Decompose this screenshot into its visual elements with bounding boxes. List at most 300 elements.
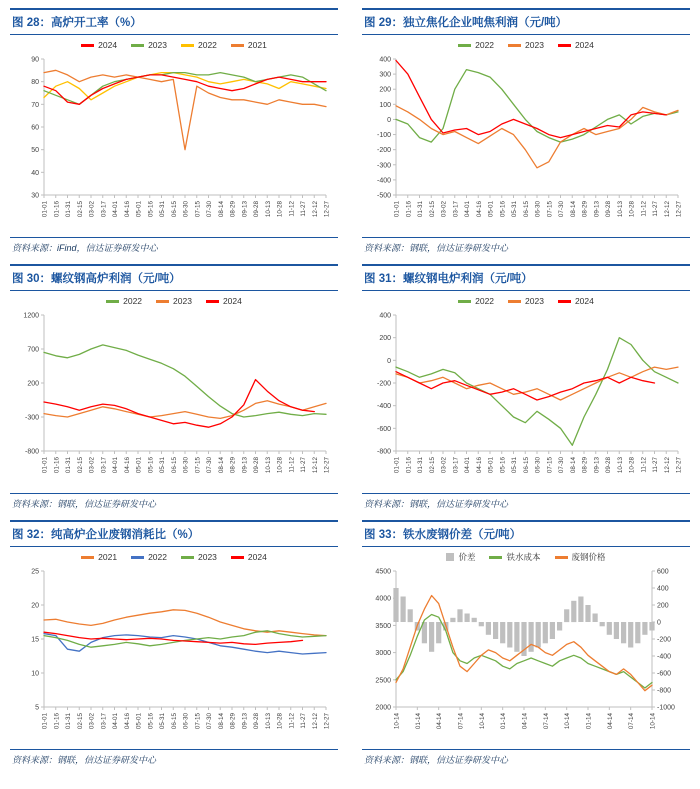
x-tick-label: 06-15 [522, 457, 530, 474]
x-tick-label: 04-16 [123, 713, 131, 730]
x-tick-label: 05-16 [499, 201, 507, 218]
x-tick-label: 04-16 [123, 457, 131, 474]
y-tick-label: -400 [376, 403, 391, 411]
x-tick-label: 01-16 [53, 713, 61, 730]
y2-tick-label: 0 [657, 619, 661, 627]
series-2022 [396, 338, 678, 446]
bar-价差 [529, 622, 534, 652]
y-tick-label: 50 [31, 147, 39, 155]
legend-label: 2022 [475, 40, 495, 50]
x-tick-label: 04-14 [436, 713, 444, 730]
x-tick-label: 08-29 [229, 201, 237, 218]
legend-item [489, 551, 540, 563]
x-tick-label: 06-15 [170, 713, 178, 730]
x-tick-label: 10-13 [264, 713, 272, 730]
bar-价差 [450, 618, 455, 622]
x-tick-label: 04-01 [112, 457, 119, 474]
x-tick-label: 06-15 [522, 201, 530, 218]
legend-item [231, 552, 267, 562]
x-tick-label: 05-16 [147, 201, 155, 218]
x-tick-label: 10-13 [616, 457, 624, 474]
y-tick-label: 40 [31, 169, 39, 177]
x-tick-label: 10-14 [478, 713, 486, 730]
x-tick-label: 05-16 [147, 457, 155, 474]
x-tick-label: 10-28 [276, 457, 284, 474]
bar-价差 [507, 622, 512, 648]
legend-item [206, 296, 242, 306]
x-tick-label: 10-28 [628, 457, 636, 474]
legend-label: 2023 [525, 296, 544, 306]
x-tick-label: 11-27 [300, 457, 307, 473]
x-tick-label: 12-12 [311, 201, 319, 218]
bar-价差 [543, 622, 548, 643]
figure-source: 资料来源：iFind，信达证券研发中心 [10, 237, 338, 254]
legend-item [131, 40, 167, 50]
chart-scrap-consumption-ratio [10, 547, 338, 749]
x-tick-label: 04-01 [464, 457, 471, 474]
y-tick-label: 90 [31, 56, 39, 64]
y2-tick-label: -400 [657, 653, 672, 661]
x-tick-label: 06-30 [182, 713, 190, 730]
chart-rebar-eaf-profit [362, 291, 690, 493]
legend-label: 2023 [198, 552, 217, 562]
x-tick-label: 07-30 [206, 713, 213, 730]
chart-legend [10, 37, 338, 53]
legend-label: 2022 [198, 40, 217, 50]
y-tick-label: 200 [379, 86, 391, 94]
x-tick-label: 04-14 [521, 713, 529, 730]
figure-source: 资料来源：钢联，信达证券研发中心 [362, 237, 690, 254]
legend-label: 2023 [148, 40, 167, 50]
x-tick-label: 11-12 [288, 713, 296, 729]
x-tick-label: 11-27 [652, 201, 659, 217]
x-tick-label: 11-27 [652, 457, 659, 473]
figure-30 [10, 264, 338, 510]
legend-swatch [555, 556, 568, 559]
y2-tick-label: -200 [657, 636, 672, 644]
legend-swatch [181, 556, 194, 559]
x-tick-label: 11-12 [288, 457, 296, 473]
x-tick-label: 04-16 [475, 201, 483, 218]
legend-swatch [81, 44, 94, 47]
chart-svg [10, 53, 338, 237]
bar-价差 [571, 601, 576, 622]
chart-coking-profit [362, 35, 690, 237]
bar-价差 [401, 597, 406, 623]
x-tick-label: 10-28 [276, 713, 284, 730]
y-tick-label: 15 [31, 636, 39, 644]
x-tick-label: 03-02 [440, 457, 448, 474]
y-tick-label: 25 [31, 568, 39, 576]
x-tick-label: 04-01 [112, 201, 119, 218]
x-tick-label: 03-17 [100, 713, 108, 730]
x-tick-label: 09-28 [253, 201, 260, 218]
legend-swatch [231, 44, 244, 47]
legend-swatch [181, 44, 194, 47]
x-tick-label: 01-31 [417, 457, 424, 474]
bar-价差 [465, 614, 470, 623]
x-tick-label: 10-13 [264, 201, 272, 218]
legend-swatch [446, 553, 454, 561]
y2-tick-label: -800 [657, 687, 672, 695]
legend-swatch [106, 300, 119, 303]
chart-svg [362, 309, 690, 493]
x-tick-label: 01-01 [41, 457, 49, 474]
bar-价差 [500, 622, 505, 643]
x-tick-label: 08-14 [569, 201, 577, 218]
series-2023 [396, 106, 678, 168]
x-tick-label: 02-15 [76, 201, 84, 218]
x-tick-label: 05-01 [135, 201, 143, 218]
y-tick-label: 200 [379, 335, 391, 343]
y-tick-label: 30 [31, 192, 39, 200]
x-tick-label: 07-14 [542, 713, 550, 730]
x-tick-label: 01-16 [405, 201, 413, 218]
legend-label: 2024 [574, 40, 594, 50]
y-tick-label: -800 [24, 448, 39, 456]
x-tick-label: 12-12 [311, 713, 319, 730]
x-tick-label: 10-13 [264, 457, 272, 474]
x-tick-label: 07-15 [194, 201, 202, 218]
x-tick-label: 01-01 [393, 201, 401, 218]
x-tick-label: 12-12 [663, 457, 671, 474]
legend-item [558, 296, 594, 306]
figure-title: 图 29：独立焦化企业吨焦利润（元/吨） [362, 8, 690, 35]
y-tick-label: -300 [376, 162, 391, 170]
bar-价差 [621, 622, 626, 643]
figure-title: 图 31：螺纹钢电炉利润（元/吨） [362, 264, 690, 291]
x-tick-label: 09-28 [605, 201, 612, 218]
bar-价差 [429, 622, 434, 652]
y-tick-label: 100 [379, 101, 391, 109]
bar-价差 [649, 622, 654, 631]
x-tick-label: 07-15 [194, 457, 202, 474]
legend-item [508, 296, 544, 306]
figure-title: 图 30：螺纹钢高炉利润（元/吨） [10, 264, 338, 291]
x-tick-label: 06-30 [182, 457, 190, 474]
x-tick-label: 05-31 [511, 201, 518, 218]
x-tick-label: 07-15 [546, 457, 554, 474]
x-tick-label: 03-17 [452, 457, 460, 474]
x-tick-label: 03-02 [88, 713, 96, 730]
legend-item [181, 40, 217, 50]
chart-rebar-bf-profit [10, 291, 338, 493]
figure-title: 图 28：高炉开工率（%） [10, 8, 338, 35]
bar-价差 [564, 609, 569, 622]
x-tick-label: 06-15 [170, 457, 178, 474]
legend-label: 2024 [247, 552, 267, 562]
legend-label: 2021 [247, 40, 267, 50]
series-2022 [44, 345, 326, 417]
legend-item [446, 551, 475, 563]
x-tick-label: 05-16 [147, 713, 155, 730]
figure-source: 资料来源：钢联，信达证券研发中心 [10, 749, 338, 766]
x-tick-label: 10-28 [628, 201, 636, 218]
legend-label: 2023 [525, 40, 544, 50]
x-tick-label: 11-27 [300, 713, 307, 729]
x-tick-label: 12-12 [311, 457, 319, 474]
figure-32 [10, 520, 338, 766]
legend-swatch [231, 556, 244, 559]
x-tick-label: 09-13 [241, 201, 249, 218]
legend-item [156, 296, 192, 306]
x-tick-label: 04-16 [123, 201, 131, 218]
series-2022 [396, 70, 678, 143]
x-tick-label: 01-01 [41, 713, 49, 730]
figure-33 [362, 520, 690, 766]
series-2021 [44, 70, 326, 149]
legend-label: 2023 [173, 296, 192, 306]
legend-label: 2024 [574, 296, 594, 306]
x-tick-label: 10-14 [564, 713, 572, 730]
y-tick-label: 80 [31, 79, 39, 87]
legend-swatch [458, 44, 471, 47]
x-tick-label: 04-01 [112, 713, 119, 730]
legend-item [458, 296, 494, 306]
y-tick-label: 400 [379, 56, 391, 64]
x-tick-label: 03-17 [100, 201, 108, 218]
legend-label: 2022 [148, 552, 167, 562]
x-tick-label: 03-02 [88, 457, 96, 474]
y-tick-label: 700 [27, 346, 39, 354]
x-tick-label: 11-12 [288, 201, 296, 217]
chart-svg [10, 565, 338, 749]
chart-legend [10, 293, 338, 309]
y-tick-label: -800 [376, 448, 391, 456]
x-tick-label: 12-12 [663, 201, 671, 218]
y-tick-label: 4500 [375, 568, 391, 576]
bar-价差 [408, 609, 413, 622]
legend-label: 铁水成本 [506, 552, 541, 562]
x-tick-label: 08-14 [217, 201, 225, 218]
legend-swatch [156, 300, 169, 303]
figure-29 [362, 8, 690, 254]
x-tick-label: 08-29 [581, 457, 589, 474]
bar-价差 [642, 622, 647, 635]
x-tick-label: 10-13 [616, 201, 624, 218]
x-tick-label: 12-27 [323, 201, 331, 218]
y-tick-label: 200 [27, 380, 39, 388]
legend-label: 2022 [475, 296, 495, 306]
x-tick-label: 07-15 [194, 713, 202, 730]
y2-tick-label: -1000 [657, 704, 675, 712]
bar-价差 [514, 622, 519, 652]
bar-价差 [600, 622, 605, 626]
bar-价差 [393, 588, 398, 622]
legend-item [81, 40, 117, 50]
y-tick-label: 2000 [375, 704, 391, 712]
y-tick-label: -300 [24, 414, 39, 422]
legend-label: 价差 [458, 552, 476, 562]
x-tick-label: 03-17 [452, 201, 460, 218]
bar-价差 [493, 622, 498, 639]
y-tick-label: 1200 [23, 312, 39, 320]
figure-31 [362, 264, 690, 510]
series-2023 [396, 367, 678, 400]
x-tick-label: 05-31 [159, 201, 166, 218]
figure-title: 图 33：铁水废钢价差（元/吨） [362, 520, 690, 547]
series-2022 [44, 634, 326, 654]
x-tick-label: 07-15 [546, 201, 554, 218]
x-tick-label: 05-01 [135, 457, 143, 474]
y-tick-label: 60 [31, 124, 39, 132]
x-tick-label: 01-14 [500, 713, 508, 730]
bar-价差 [472, 618, 477, 622]
x-tick-label: 05-31 [159, 457, 166, 474]
chart-blast-furnace-operating-rate [10, 35, 338, 237]
legend-item [508, 40, 544, 50]
legend-item [558, 40, 594, 50]
legend-swatch [508, 44, 521, 47]
x-tick-label: 08-14 [217, 713, 225, 730]
x-tick-label: 03-17 [100, 457, 108, 474]
legend-item [231, 40, 267, 50]
x-tick-label: 09-28 [253, 713, 260, 730]
x-tick-label: 07-14 [457, 713, 465, 730]
y-tick-label: -200 [376, 380, 391, 388]
y-tick-label: 0 [387, 357, 391, 365]
series-2024 [396, 61, 666, 138]
bar-价差 [486, 622, 491, 635]
legend-swatch [489, 556, 502, 559]
x-tick-label: 03-02 [440, 201, 448, 218]
x-tick-label: 08-29 [581, 201, 589, 218]
series-2021 [44, 610, 326, 636]
x-tick-label: 01-16 [53, 201, 61, 218]
bar-价差 [578, 597, 583, 623]
x-tick-label: 01-01 [41, 201, 49, 218]
x-tick-label: 02-15 [428, 457, 436, 474]
legend-swatch [206, 300, 219, 303]
x-tick-label: 06-30 [534, 457, 542, 474]
x-tick-label: 01-16 [405, 457, 413, 474]
legend-item [181, 552, 217, 562]
x-tick-label: 12-27 [323, 713, 331, 730]
x-tick-label: 07-30 [206, 201, 213, 218]
x-tick-label: 09-13 [593, 457, 601, 474]
x-tick-label: 08-29 [229, 713, 237, 730]
x-tick-label: 08-14 [217, 457, 225, 474]
chart-svg [10, 309, 338, 493]
x-tick-label: 03-02 [88, 201, 96, 218]
x-tick-label: 08-14 [569, 457, 577, 474]
y-tick-label: 3000 [375, 650, 391, 658]
legend-item [131, 552, 167, 562]
y-tick-label: -500 [376, 192, 391, 200]
legend-item [106, 296, 142, 306]
chart-svg [362, 53, 690, 237]
legend-swatch [458, 300, 471, 303]
legend-swatch [131, 556, 144, 559]
chart-svg [362, 565, 690, 749]
y-tick-label: 2500 [375, 677, 391, 685]
bar-价差 [550, 622, 555, 639]
x-tick-label: 07-30 [558, 457, 565, 474]
chart-legend [10, 549, 338, 565]
x-tick-label: 06-30 [182, 201, 190, 218]
legend-label: 2024 [222, 296, 242, 306]
legend-swatch [558, 300, 571, 303]
y-tick-label: -600 [376, 425, 391, 433]
y-tick-label: 10 [31, 670, 39, 678]
legend-label: 废钢价格 [571, 552, 606, 562]
x-tick-label: 09-13 [593, 201, 601, 218]
y-tick-label: 20 [31, 602, 39, 610]
x-tick-label: 12-27 [323, 457, 331, 474]
legend-swatch [131, 44, 144, 47]
chart-hot-metal-scrap-spread [362, 547, 690, 749]
legend-item [458, 40, 494, 50]
x-tick-label: 05-16 [499, 457, 507, 474]
x-tick-label: 09-28 [605, 457, 612, 474]
bar-价差 [585, 605, 590, 622]
x-tick-label: 11-12 [640, 201, 648, 217]
x-tick-label: 08-29 [229, 457, 237, 474]
bar-价差 [628, 622, 633, 648]
bar-价差 [635, 622, 640, 643]
x-tick-label: 01-31 [65, 201, 72, 218]
legend-swatch [508, 300, 521, 303]
x-tick-label: 02-15 [76, 457, 84, 474]
figure-source: 资料来源：钢联，信达证券研发中心 [362, 493, 690, 510]
x-tick-label: 06-15 [170, 201, 178, 218]
x-tick-label: 10-14 [649, 713, 657, 730]
x-tick-label: 10-14 [393, 713, 401, 730]
x-tick-label: 12-27 [675, 457, 683, 474]
chart-legend [362, 549, 690, 565]
bar-价差 [557, 622, 562, 631]
y2-tick-label: 400 [657, 585, 669, 593]
bar-价差 [479, 622, 484, 626]
x-tick-label: 07-30 [558, 201, 565, 218]
bar-价差 [607, 622, 612, 635]
y-tick-label: 5 [35, 704, 39, 712]
y2-tick-label: -600 [657, 670, 672, 678]
bar-价差 [593, 614, 598, 623]
chart-legend [362, 37, 690, 53]
bar-价差 [536, 622, 541, 648]
x-tick-label: 04-14 [606, 713, 614, 730]
x-tick-label: 10-28 [276, 201, 284, 218]
legend-swatch [81, 556, 94, 559]
bar-价差 [436, 622, 441, 643]
y-tick-label: 3500 [375, 622, 391, 630]
bar-价差 [614, 622, 619, 639]
x-tick-label: 12-27 [675, 201, 683, 218]
x-tick-label: 11-12 [640, 457, 648, 473]
x-tick-label: 07-30 [206, 457, 213, 474]
x-tick-label: 09-13 [241, 713, 249, 730]
series-2024 [396, 372, 655, 400]
x-tick-label: 04-16 [475, 457, 483, 474]
x-tick-label: 01-14 [414, 713, 422, 730]
series-2024 [44, 380, 314, 428]
y2-tick-label: 600 [657, 568, 669, 576]
figure-28 [10, 8, 338, 254]
legend-label: 2024 [98, 40, 118, 50]
y2-tick-label: 200 [657, 602, 669, 610]
figure-source: 资料来源：钢联，信达证券研发中心 [10, 493, 338, 510]
x-tick-label: 05-31 [511, 457, 518, 474]
y-tick-label: -400 [376, 177, 391, 185]
x-tick-label: 01-16 [53, 457, 61, 474]
x-tick-label: 04-01 [464, 201, 471, 218]
y-tick-label: 70 [31, 101, 39, 109]
x-tick-label: 05-01 [487, 457, 495, 474]
y-tick-label: -200 [376, 147, 391, 155]
chart-legend [362, 293, 690, 309]
legend-item [555, 551, 606, 563]
